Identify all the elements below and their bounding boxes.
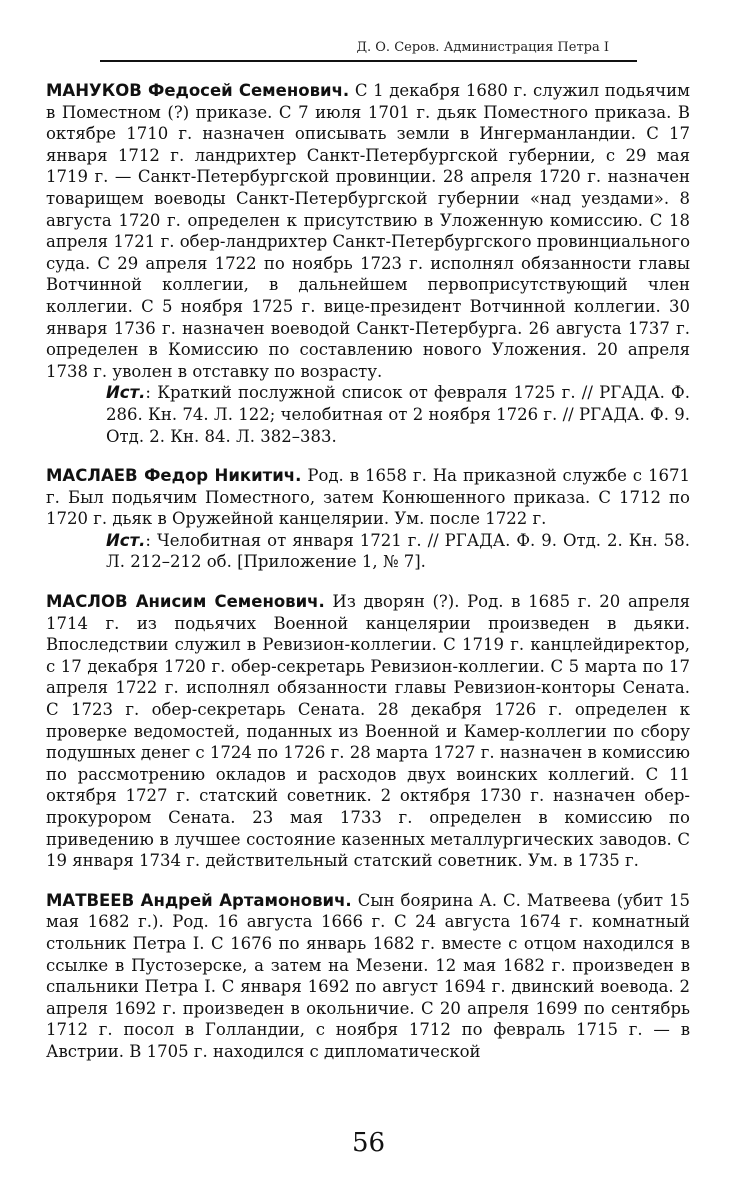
source-label: Ист. (106, 530, 146, 550)
page-body (46, 80, 690, 1081)
source-label: Ист. (106, 383, 146, 403)
entry-body: С 1 декабря 1680 г. служил подьячим в Поместном (?) приказе. С 7 июля 1701 г. дьяк Поместного приказа. В октябре 1710 г. назначен описывать земли в Ингерманландии. С 17 января 1712 г. ландрихтер Санкт-Петербургской губернии, с 29 мая 1719 г. — Санкт-Петербургской провинции. 28 апреля 1720 г. назначен товарищем воеводы Санкт-Петербургской губернии «над уездами». 8 августа 1720 г. определен к присутствию в Уложенную комиссию. С 18 апреля 1721 г. обер-ландрихтер Санкт-Петербургского провинциального суда. С 29 апреля 1722 по ноябрь 1723 г. исполнял обязанности главы Вотчинной коллегии, в дальнейшем первоприсутствующий член коллегии. С 5 ноября 1725 г. вице-президент Вотчинной коллегии. 30 января 1736 г. назначен воеводой Санкт-Петербурга. 26 августа 1737 г. определен в Комиссию по составлению нового Уложения. 20 апреля 1738 г. уволен в отставку по возрасту. (46, 81, 690, 381)
entry-name: МАТВЕЕВ Андрей Артамонович. (46, 890, 352, 910)
entry-name: МАНУКОВ Федосей Семенович. (46, 81, 350, 100)
entry-body: Род. в 1658 г. На приказной службе с 1671 г. Был подьячим Поместного, затем Конюшенного приказа. С 1712 по 1720 г. дьяк в Оружейной канцелярии. Ум. после 1722 г. (46, 466, 690, 529)
entry-source (46, 530, 690, 573)
entry-text (46, 591, 690, 872)
entry-name: МАСЛАЕВ Федор Никитич. (46, 466, 302, 486)
entry-maslaev (46, 465, 690, 573)
entry-body: Сын боярина А. С. Матвеева (убит 15 мая 1682 г.). Род. 16 августа 1666 г. С 24 августа 1674 г. комнатный стольник Петра I. С 1676 по январь 1682 г. вместе с отцом находился в ссылке в Пустозерске, а затем на Мезени. 12 мая 1682 г. произведен в спальники Петра I. С января 1692 по август 1694 г. двинский воевода. 2 апреля 1692 г. произведен в окольничие. С 20 апреля 1699 по сентябрь 1712 г. посол в Голландии, с ноября 1712 по февраль 1715 г. — в Австрии. В 1705 г. находился с дипломатической (46, 890, 690, 1061)
entry-manukov (46, 80, 690, 447)
entry-name: МАСЛОВ Анисим Семенович. (46, 592, 325, 612)
entry-matveev (46, 890, 690, 1063)
source-text: : Краткий послужной список от февраля 1725 г. // РГАДА. Ф. 286. Кн. 74. Л. 122; челобитная от 2 ноября 1726 г. // РГАДА. Ф. 9. Отд. 2. Кн. 84. Л. 382–383. (106, 383, 690, 446)
entry-body: Из дворян (?). Род. в 1685 г. 20 апреля 1714 г. из подьячих Военной канцелярии произведен в дьяки. Впоследствии служил в Ревизион-коллегии. С 1719 г. канцлейдиректор, с 17 декабря 1720 г. обер-секретарь Ревизион-коллегии. С 5 марта по 17 апреля 1722 г. исполнял обязанности главы Ревизион-конторы Сената. С 1723 г. обер-секретарь Сената. 28 декабря 1726 г. определен к проверке ведомостей, поданных из Военной и Камер-коллегии по сбору подушных денег с 1724 по 1726 г. 28 марта 1727 г. назначен в комиссию по рассмотрению окладов и расходов двух воинских коллегий. С 11 октября 1727 г. статский советник. 2 октября 1730 г. назначен обер-прокурором Сената. 23 мая 1733 г. определен в комиссию по приведению в лучшее состояние казенных металлургических заводов. С 19 января 1734 г. действительный статский советник. Ум. в 1735 г. (46, 592, 690, 871)
running-head: Д. О. Серов. Администрация Петра I (100, 40, 637, 62)
page-number: 56 (351, 1128, 386, 1158)
entry-maslov (46, 591, 690, 872)
entry-text (46, 465, 690, 530)
source-text: : Челобитная от января 1721 г. // РГАДА. Ф. 9. Отд. 2. Кн. 58. Л. 212–212 об. [Приложение 1, № 7]. (106, 530, 690, 572)
entry-text (46, 80, 690, 382)
entry-text (46, 890, 690, 1063)
entry-source (46, 382, 690, 447)
